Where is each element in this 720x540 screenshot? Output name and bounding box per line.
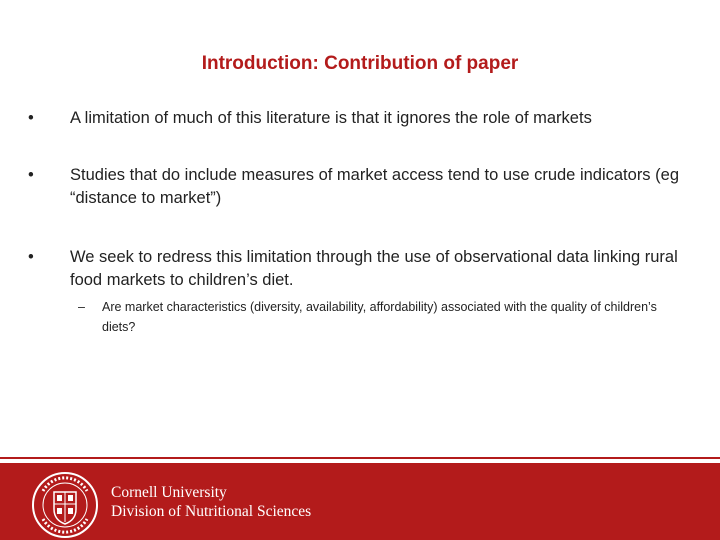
bullet-text: A limitation of much of this literature is that it ignores the role of markets	[70, 109, 592, 127]
division-name: Division of Nutritional Sciences	[111, 503, 312, 520]
bullet-text: We seek to redress this limitation through the use of observational data linking rural food markets to children’s diet.	[70, 248, 678, 289]
bullet-item	[28, 246, 688, 292]
footer-text-block	[111, 483, 311, 521]
bullet-item	[28, 107, 688, 130]
bullet-marker: •	[28, 248, 34, 266]
sub-bullet-item	[78, 297, 658, 337]
bullet-item	[28, 164, 688, 210]
institution-name: Cornell University	[111, 484, 227, 501]
slide-title: Introduction: Contribution of paper	[201, 53, 519, 74]
sub-bullet-text: Are market characteristics (diversity, availability, affordability) associated with the quality of children’s diets?	[102, 300, 657, 334]
cornell-seal-icon	[30, 470, 100, 540]
footer-divider	[0, 457, 720, 459]
bullet-text: Studies that do include measures of market access tend to use crude indicators (eg “distance to market”)	[70, 166, 679, 207]
bullet-marker: •	[28, 166, 34, 184]
footer-banner	[0, 463, 720, 540]
sub-bullet-marker: –	[78, 300, 85, 314]
bullet-marker: •	[28, 109, 34, 127]
